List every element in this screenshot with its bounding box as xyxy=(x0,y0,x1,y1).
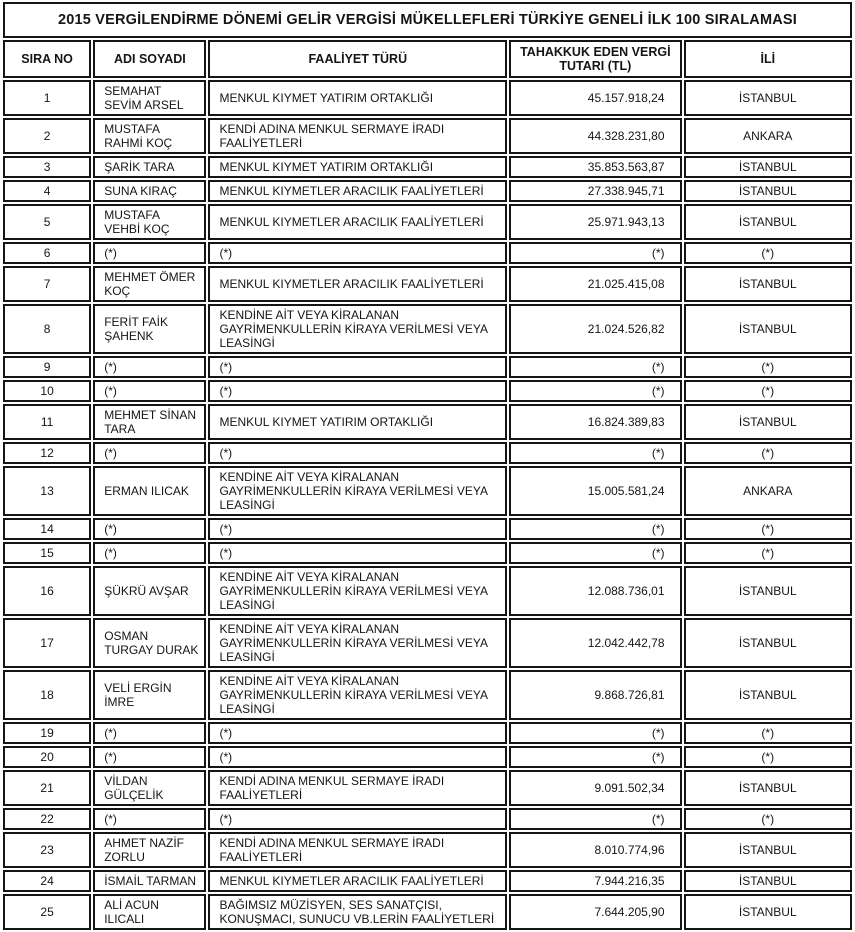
cell-activity: MENKUL KIYMETLER ARACILIK FAALİYETLERİ xyxy=(208,204,507,240)
cell-rank: 2 xyxy=(3,118,91,154)
cell-tax-amount: 9.868.726,81 xyxy=(509,670,681,720)
cell-rank: 25 xyxy=(3,894,91,930)
table-row xyxy=(3,204,852,240)
cell-tax-amount: 21.024.526,82 xyxy=(509,304,681,354)
cell-activity: KENDİNE AİT VEYA KİRALANAN GAYRİMENKULLERİN KİRAYA VERİLMESİ VEYA LEASİNGİ xyxy=(208,618,507,668)
cell-name: ALİ ACUN ILICALI xyxy=(93,894,206,930)
cell-activity: KENDİNE AİT VEYA KİRALANAN GAYRİMENKULLERİN KİRAYA VERİLMESİ VEYA LEASİNGİ xyxy=(208,670,507,720)
cell-rank: 8 xyxy=(3,304,91,354)
cell-rank: 16 xyxy=(3,566,91,616)
cell-tax-amount: (*) xyxy=(509,442,681,464)
cell-tax-amount: 12.088.736,01 xyxy=(509,566,681,616)
table-row xyxy=(3,566,852,616)
cell-tax-amount: (*) xyxy=(509,722,681,744)
column-header-rank: SIRA NO xyxy=(3,40,91,78)
cell-rank: 1 xyxy=(3,80,91,116)
cell-province: (*) xyxy=(684,518,852,540)
cell-tax-amount: 15.005.581,24 xyxy=(509,466,681,516)
cell-province: İSTANBUL xyxy=(684,894,852,930)
column-header-name: ADI SOYADI xyxy=(93,40,206,78)
cell-tax-amount: 25.971.943,13 xyxy=(509,204,681,240)
cell-province: (*) xyxy=(684,542,852,564)
cell-tax-amount: 21.025.415,08 xyxy=(509,266,681,302)
cell-tax-amount: 12.042.442,78 xyxy=(509,618,681,668)
cell-activity: (*) xyxy=(208,518,507,540)
column-header-province: İLİ xyxy=(684,40,852,78)
cell-province: İSTANBUL xyxy=(684,566,852,616)
table-row xyxy=(3,746,852,768)
cell-name: MEHMET SİNAN TARA xyxy=(93,404,206,440)
header-row xyxy=(3,40,852,78)
cell-name: MUSTAFA VEHBİ KOÇ xyxy=(93,204,206,240)
cell-province: (*) xyxy=(684,380,852,402)
cell-name: VELİ ERGİN İMRE xyxy=(93,670,206,720)
cell-activity: (*) xyxy=(208,380,507,402)
cell-activity: MENKUL KIYMET YATIRIM ORTAKLIĞI xyxy=(208,80,507,116)
cell-tax-amount: (*) xyxy=(509,242,681,264)
cell-name: MEHMET ÖMER KOÇ xyxy=(93,266,206,302)
cell-name: (*) xyxy=(93,542,206,564)
cell-tax-amount: (*) xyxy=(509,808,681,830)
cell-rank: 10 xyxy=(3,380,91,402)
cell-activity: BAĞIMSIZ MÜZİSYEN, SES SANATÇISI, KONUŞMACI, SUNUCU VB.LERİN FAALİYETLERİ xyxy=(208,894,507,930)
cell-province: (*) xyxy=(684,746,852,768)
cell-activity: (*) xyxy=(208,242,507,264)
cell-province: (*) xyxy=(684,808,852,830)
cell-activity: MENKUL KIYMETLER ARACILIK FAALİYETLERİ xyxy=(208,180,507,202)
cell-tax-amount: 7.644.205,90 xyxy=(509,894,681,930)
cell-name: (*) xyxy=(93,442,206,464)
cell-province: İSTANBUL xyxy=(684,618,852,668)
cell-province: İSTANBUL xyxy=(684,204,852,240)
table-row xyxy=(3,156,852,178)
table-row xyxy=(3,442,852,464)
cell-rank: 12 xyxy=(3,442,91,464)
table-row xyxy=(3,380,852,402)
cell-rank: 19 xyxy=(3,722,91,744)
document-title: 2015 VERGİLENDİRME DÖNEMİ GELİR VERGİSİ MÜKELLEFLERİ TÜRKİYE GENELİ İLK 100 SIRALAMASI xyxy=(3,2,852,38)
cell-rank: 5 xyxy=(3,204,91,240)
cell-rank: 3 xyxy=(3,156,91,178)
cell-activity: MENKUL KIYMETLER ARACILIK FAALİYETLERİ xyxy=(208,870,507,892)
cell-tax-amount: 9.091.502,34 xyxy=(509,770,681,806)
cell-tax-amount: (*) xyxy=(509,356,681,378)
column-header-activity: FAALİYET TÜRÜ xyxy=(208,40,507,78)
cell-rank: 18 xyxy=(3,670,91,720)
cell-activity: KENDİNE AİT VEYA KİRALANAN GAYRİMENKULLERİN KİRAYA VERİLMESİ VEYA LEASİNGİ xyxy=(208,566,507,616)
cell-activity: KENDİ ADINA MENKUL SERMAYE İRADI FAALİYETLERİ xyxy=(208,118,507,154)
cell-activity: (*) xyxy=(208,808,507,830)
table-body xyxy=(3,80,852,930)
table-row xyxy=(3,304,852,354)
cell-province: İSTANBUL xyxy=(684,304,852,354)
cell-activity: (*) xyxy=(208,442,507,464)
cell-rank: 7 xyxy=(3,266,91,302)
cell-name: ERMAN ILICAK xyxy=(93,466,206,516)
cell-name: (*) xyxy=(93,746,206,768)
cell-name: SEMAHAT SEVİM ARSEL xyxy=(93,80,206,116)
table-row xyxy=(3,894,852,930)
cell-rank: 23 xyxy=(3,832,91,868)
table-row xyxy=(3,832,852,868)
cell-activity: KENDİNE AİT VEYA KİRALANAN GAYRİMENKULLERİN KİRAYA VERİLMESİ VEYA LEASİNGİ xyxy=(208,466,507,516)
cell-name: (*) xyxy=(93,380,206,402)
cell-rank: 9 xyxy=(3,356,91,378)
cell-name: (*) xyxy=(93,242,206,264)
cell-rank: 22 xyxy=(3,808,91,830)
cell-province: (*) xyxy=(684,722,852,744)
cell-province: İSTANBUL xyxy=(684,832,852,868)
cell-name: AHMET NAZİF ZORLU xyxy=(93,832,206,868)
cell-province: İSTANBUL xyxy=(684,670,852,720)
cell-activity: (*) xyxy=(208,746,507,768)
table-row xyxy=(3,80,852,116)
cell-tax-amount: (*) xyxy=(509,542,681,564)
cell-rank: 20 xyxy=(3,746,91,768)
table-row xyxy=(3,808,852,830)
cell-rank: 11 xyxy=(3,404,91,440)
cell-rank: 14 xyxy=(3,518,91,540)
table-row xyxy=(3,542,852,564)
cell-province: (*) xyxy=(684,242,852,264)
cell-name: ŞARİK TARA xyxy=(93,156,206,178)
title-row xyxy=(3,2,852,38)
tax-ranking-table xyxy=(1,0,854,932)
cell-rank: 4 xyxy=(3,180,91,202)
cell-province: (*) xyxy=(684,356,852,378)
table-row xyxy=(3,404,852,440)
cell-activity: KENDİ ADINA MENKUL SERMAYE İRADI FAALİYETLERİ xyxy=(208,832,507,868)
table-row xyxy=(3,670,852,720)
table-row xyxy=(3,266,852,302)
cell-name: OSMAN TURGAY DURAK xyxy=(93,618,206,668)
table-row xyxy=(3,356,852,378)
cell-province: (*) xyxy=(684,442,852,464)
cell-province: İSTANBUL xyxy=(684,404,852,440)
table-row xyxy=(3,518,852,540)
cell-activity: MENKUL KIYMET YATIRIM ORTAKLIĞI xyxy=(208,156,507,178)
cell-tax-amount: 7.944.216,35 xyxy=(509,870,681,892)
cell-tax-amount: 16.824.389,83 xyxy=(509,404,681,440)
cell-province: ANKARA xyxy=(684,118,852,154)
cell-rank: 13 xyxy=(3,466,91,516)
cell-name: (*) xyxy=(93,356,206,378)
table-row xyxy=(3,466,852,516)
cell-activity: KENDİNE AİT VEYA KİRALANAN GAYRİMENKULLERİN KİRAYA VERİLMESİ VEYA LEASİNGİ xyxy=(208,304,507,354)
cell-tax-amount: 45.157.918,24 xyxy=(509,80,681,116)
cell-province: ANKARA xyxy=(684,466,852,516)
cell-province: İSTANBUL xyxy=(684,156,852,178)
cell-rank: 24 xyxy=(3,870,91,892)
cell-tax-amount: (*) xyxy=(509,518,681,540)
cell-rank: 21 xyxy=(3,770,91,806)
cell-activity: KENDİ ADINA MENKUL SERMAYE İRADI FAALİYETLERİ xyxy=(208,770,507,806)
cell-name: ŞÜKRÜ AVŞAR xyxy=(93,566,206,616)
cell-name: (*) xyxy=(93,722,206,744)
cell-rank: 17 xyxy=(3,618,91,668)
cell-name: İSMAİL TARMAN xyxy=(93,870,206,892)
cell-name: MUSTAFA RAHMİ KOÇ xyxy=(93,118,206,154)
cell-rank: 15 xyxy=(3,542,91,564)
column-header-tax: TAHAKKUK EDEN VERGİ TUTARI (TL) xyxy=(509,40,681,78)
cell-activity: (*) xyxy=(208,722,507,744)
cell-tax-amount: 27.338.945,71 xyxy=(509,180,681,202)
cell-province: İSTANBUL xyxy=(684,180,852,202)
cell-activity: MENKUL KIYMETLER ARACILIK FAALİYETLERİ xyxy=(208,266,507,302)
cell-activity: MENKUL KIYMET YATIRIM ORTAKLIĞI xyxy=(208,404,507,440)
table-row xyxy=(3,870,852,892)
cell-tax-amount: 35.853.563,87 xyxy=(509,156,681,178)
table-row xyxy=(3,722,852,744)
cell-activity: (*) xyxy=(208,542,507,564)
table-row xyxy=(3,118,852,154)
cell-name: (*) xyxy=(93,518,206,540)
table-row xyxy=(3,242,852,264)
cell-province: İSTANBUL xyxy=(684,770,852,806)
cell-province: İSTANBUL xyxy=(684,266,852,302)
cell-name: FERİT FAİK ŞAHENK xyxy=(93,304,206,354)
cell-activity: (*) xyxy=(208,356,507,378)
cell-tax-amount: (*) xyxy=(509,746,681,768)
cell-tax-amount: 8.010.774,96 xyxy=(509,832,681,868)
cell-rank: 6 xyxy=(3,242,91,264)
cell-name: VİLDAN GÜLÇELİK xyxy=(93,770,206,806)
table-row xyxy=(3,180,852,202)
cell-tax-amount: (*) xyxy=(509,380,681,402)
cell-tax-amount: 44.328.231,80 xyxy=(509,118,681,154)
table-row xyxy=(3,618,852,668)
cell-name: SUNA KIRAÇ xyxy=(93,180,206,202)
cell-name: (*) xyxy=(93,808,206,830)
cell-province: İSTANBUL xyxy=(684,870,852,892)
cell-province: İSTANBUL xyxy=(684,80,852,116)
table-row xyxy=(3,770,852,806)
